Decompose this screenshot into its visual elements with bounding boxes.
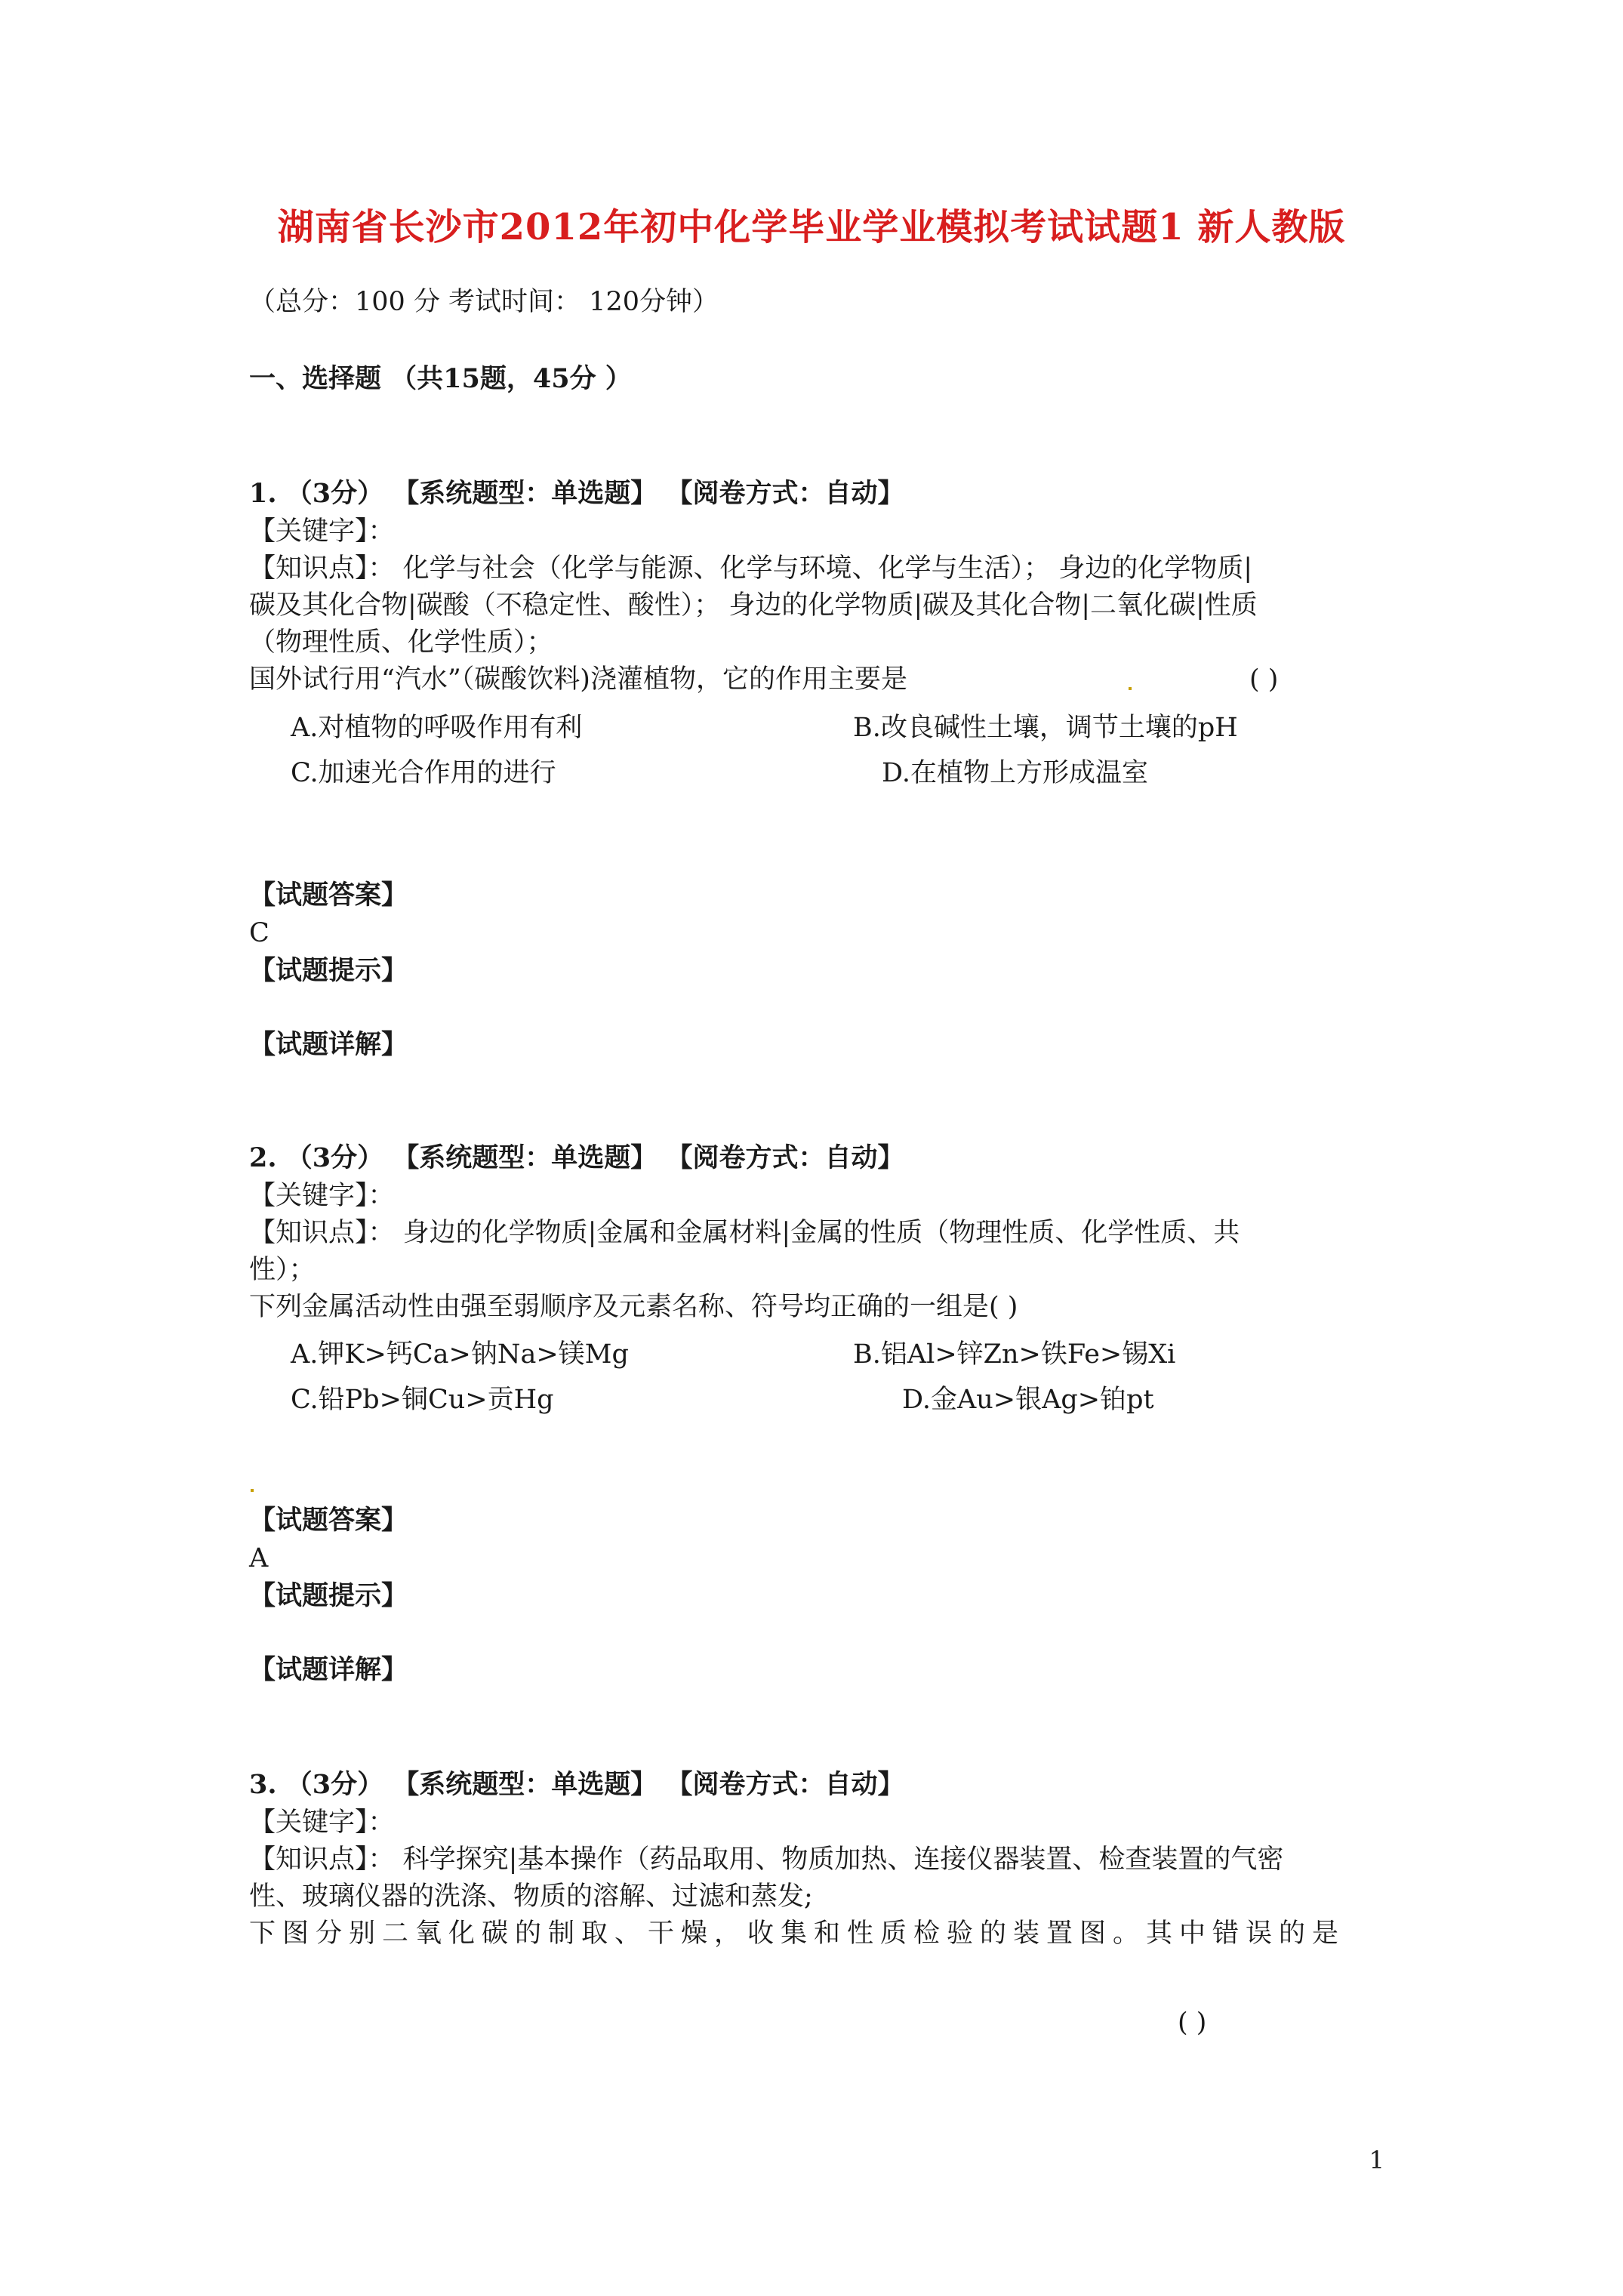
q1-option-b: B.改良碱性土壤，调节土壤的pH (853, 713, 1238, 743)
q3-knowledge-1: 【知识点】： 科学探究|基本操作（药品取用、物质加热、连接仪器装置、检查装置的气密 (249, 1845, 1284, 1875)
section-heading: 一、选择题 （共15题，45分 ） (249, 363, 632, 394)
q1-header: 1. （3分） 【系统题型：单选题】 【阅卷方式：自动】 (249, 478, 904, 509)
q2-header: 2. （3分） 【系统题型：单选题】 【阅卷方式：自动】 (249, 1142, 904, 1173)
exam-meta: （总分：100 分 考试时间： 120分钟） (249, 287, 719, 317)
q2-answer-label: 【试题答案】 (249, 1505, 408, 1536)
q1-knowledge-3: （物理性质、化学性质）； (249, 627, 553, 658)
q2-answer: A (249, 1543, 269, 1573)
q3-header: 3. （3分） 【系统题型：单选题】 【阅卷方式：自动】 (249, 1769, 904, 1800)
q1-stem: 国外试行用“汽水”（碳酸饮料)浇灌植物，它的作用主要是 (249, 664, 907, 695)
q1-answer-paren: ( ) (1249, 664, 1279, 695)
q2-hint-label: 【试题提示】 (249, 1580, 408, 1611)
q2-option-d: D.金Au>银Ag>铂pt (902, 1385, 1154, 1415)
q3-knowledge-2: 性、玻璃仪器的洗涤、物质的溶解、过滤和蒸发; (249, 1881, 813, 1912)
q1-knowledge-1: 【知识点】： 化学与社会（化学与能源、化学与环境、化学与生活）； 身边的化学物质| (249, 553, 1253, 584)
q1-option-c: C.加速光合作用的进行 (291, 758, 556, 788)
q1-detail-label: 【试题详解】 (249, 1029, 408, 1060)
q1-hint-label: 【试题提示】 (249, 955, 408, 986)
q1-keyword: 【关键字】： (249, 516, 395, 547)
q2-knowledge-1: 【知识点】： 身边的化学物质|金属和金属材料|金属的性质（物理性质、化学性质、共 (249, 1218, 1240, 1248)
q3-answer-paren: ( ) (1178, 2008, 1207, 2038)
q1-option-a: A.对植物的呼吸作用有利 (291, 713, 583, 743)
q1-answer-label: 【试题答案】 (249, 880, 408, 911)
q1-option-d: D.在植物上方形成温室 (882, 758, 1148, 788)
q2-detail-label: 【试题详解】 (249, 1654, 408, 1685)
q2-option-a: A.钾K>钙Ca>钠Na>镁Mg (291, 1339, 629, 1370)
q3-stem: 下图分别二氧化碳的制取、干燥，收集和性质检验的装置图。其中错误的是 (249, 1918, 1346, 1949)
q2-knowledge-2: 性）； (249, 1255, 316, 1285)
q2-option-c: C.铅Pb>铜Cu>贡Hg (291, 1385, 554, 1415)
page-title: 湖南省长沙市2012年初中化学毕业学业模拟考试试题1 新人教版 (277, 206, 1346, 248)
q1-knowledge-2: 碳及其化合物|碳酸（不稳定性、酸性）； 身边的化学物质|碳及其化合物|二氧化碳|性质 (249, 590, 1258, 621)
stray-dot (251, 1489, 254, 1492)
q2-keyword: 【关键字】： (249, 1181, 395, 1211)
page-number: 1 (1369, 2146, 1384, 2174)
q3-keyword: 【关键字】： (249, 1808, 395, 1838)
stray-dot (1129, 687, 1132, 690)
q2-stem: 下列金属活动性由强至弱顺序及元素名称、符号均正确的一组是( ) (249, 1292, 1018, 1322)
q1-answer: C (249, 918, 269, 948)
q2-option-b: B.铝Al>锌Zn>铁Fe>锡Xi (853, 1339, 1176, 1370)
